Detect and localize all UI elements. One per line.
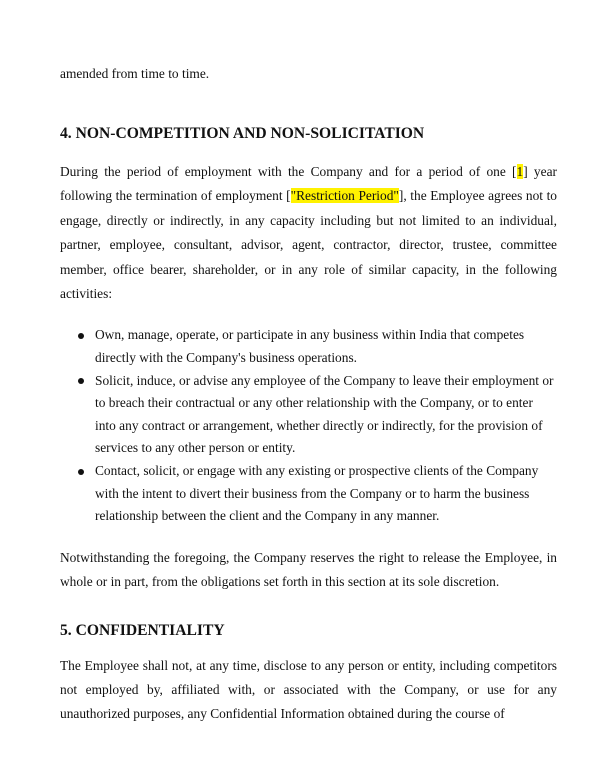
- bullet-icon: [78, 333, 84, 339]
- section-4-closing-paragraph: Notwithstanding the foregoing, the Company reserves the right to release the Employee, in whole or in part, from the obligations set forth in this section at its sole discretion.: [60, 549, 557, 590]
- section-4-heading: 4. NON-COMPETITION AND NON-SOLICITATION: [60, 125, 425, 142]
- list-item-text: Contact, solicit, or engage with any existing or prospective clients of the Company with the intent to divert their business from the Company or to harm the business relationship between the client and the Company in any manner.: [95, 463, 539, 524]
- list-item: [60, 324, 557, 369]
- list-item-text: Own, manage, operate, or participate in any business within India that competes directly with the Company's business operations.: [95, 327, 525, 366]
- section-4-intro-paragraph: [60, 160, 557, 306]
- section-5-heading: 5. CONFIDENTIALITY: [60, 621, 225, 639]
- continued-text-fragment: amended from time to time.: [60, 66, 210, 81]
- intro-text-part-2: ] year following the termination of employment [: [60, 164, 557, 204]
- bullet-icon: [78, 378, 84, 384]
- list-item: [60, 370, 557, 460]
- bullet-icon: [78, 469, 84, 475]
- intro-text-part-3: ], the Employee agrees not to engage, directly or indirectly, in any capacity including but not limited to an individual, partner, employee, consultant, advisor, agent, contractor, director, trustee, committee member, office bearer, shareholder, or in any role of similar capacity, in the following activities:: [60, 188, 557, 302]
- highlighted-placeholder-restriction-period: "Restriction Period": [290, 188, 399, 204]
- list-item: [60, 460, 557, 528]
- section-5-body-paragraph: The Employee shall not, at any time, disclose to any person or entity, including competitors not employed by, affiliated with, or associated with the Company, or use for any unauthorized purposes, any Confidential Information obtained during the course of: [60, 657, 557, 722]
- highlighted-placeholder-duration: 1: [516, 164, 524, 179]
- intro-text-part-1: During the period of employment with the Company and for a period of one [: [60, 164, 517, 179]
- restriction-bullet-list: [60, 324, 557, 527]
- list-item-text: Solicit, induce, or advise any employee of the Company to leave their employment or to breach their contractual or any other relationship with the Company, or to enter into any contract or arrangement, whether directly or indirectly, for the provision of services to any other person or entity.: [95, 372, 554, 456]
